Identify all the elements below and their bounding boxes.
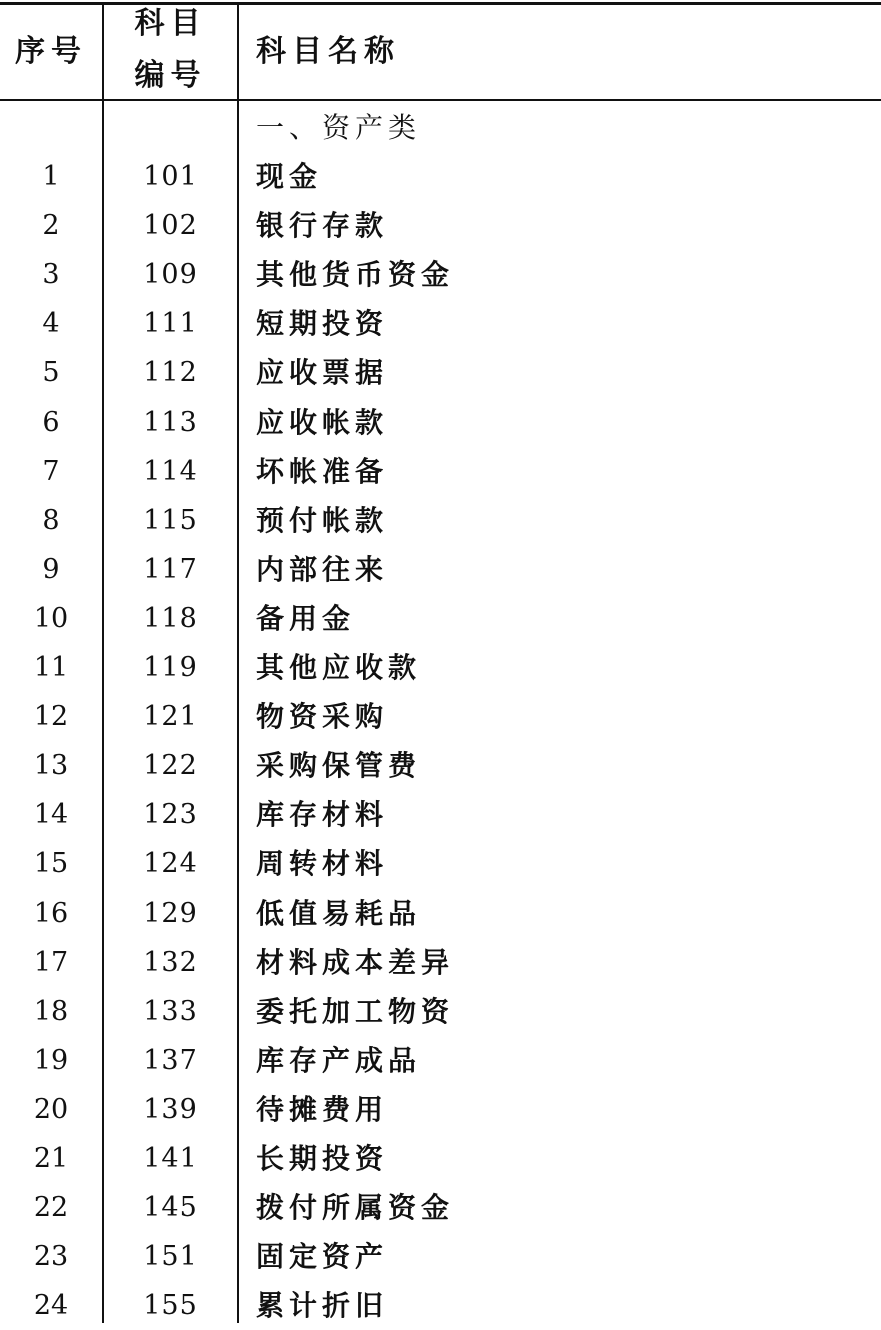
row-code: 109 xyxy=(143,259,198,291)
row-name: 待摊费用 xyxy=(256,1092,389,1126)
row-seq: 11 xyxy=(33,652,69,684)
header-name: 科目名称 xyxy=(256,34,400,69)
table-row xyxy=(0,447,881,496)
row-name: 内部往来 xyxy=(256,552,389,586)
row-seq: 5 xyxy=(42,357,60,389)
table-row xyxy=(0,1134,881,1183)
row-name: 预付帐款 xyxy=(256,503,389,537)
row-name: 应收票据 xyxy=(256,356,389,390)
table-row xyxy=(0,938,881,987)
table-row xyxy=(0,987,881,1036)
table-row xyxy=(0,594,881,643)
row-name: 银行存款 xyxy=(256,209,389,243)
table-row xyxy=(0,643,881,692)
row-seq: 23 xyxy=(33,1241,69,1273)
table-row xyxy=(0,889,881,938)
table-row xyxy=(0,348,881,397)
row-seq: 22 xyxy=(33,1192,69,1224)
category-row xyxy=(0,103,881,152)
row-code: 155 xyxy=(143,1290,198,1322)
row-seq: 10 xyxy=(33,602,69,634)
row-name: 其他应收款 xyxy=(256,651,422,685)
row-code: 111 xyxy=(143,308,198,340)
row-code: 151 xyxy=(143,1241,198,1273)
header-code-line2: 编号 xyxy=(134,58,207,93)
row-code: 115 xyxy=(143,504,198,536)
row-seq: 17 xyxy=(33,946,69,978)
table-row xyxy=(0,1085,881,1134)
table-row xyxy=(0,250,881,299)
row-seq: 18 xyxy=(33,995,69,1027)
row-name: 低值易耗品 xyxy=(256,896,422,930)
row-name: 备用金 xyxy=(256,601,356,635)
category-label: 一、资产类 xyxy=(256,111,422,144)
row-seq: 4 xyxy=(42,308,60,340)
row-code: 113 xyxy=(143,406,198,438)
row-seq: 7 xyxy=(42,455,60,487)
row-name: 拨付所属资金 xyxy=(256,1191,455,1225)
row-code: 124 xyxy=(143,848,198,880)
row-code: 122 xyxy=(143,750,198,782)
row-name: 委托加工物资 xyxy=(256,994,455,1028)
row-name: 固定资产 xyxy=(256,1240,389,1274)
row-code: 112 xyxy=(143,357,198,389)
row-seq: 3 xyxy=(42,259,60,291)
table-row xyxy=(0,201,881,250)
row-name: 其他货币资金 xyxy=(256,258,455,292)
row-name: 周转材料 xyxy=(256,847,389,881)
table-row xyxy=(0,790,881,839)
row-seq: 8 xyxy=(42,504,60,536)
table-body xyxy=(0,103,881,1330)
table-row xyxy=(0,1036,881,1085)
row-seq: 1 xyxy=(42,161,60,193)
row-name: 物资采购 xyxy=(256,700,389,734)
header-seq: 序号 xyxy=(15,34,87,69)
header-code-line1: 科目 xyxy=(134,6,207,41)
row-code: 114 xyxy=(143,455,198,487)
row-seq: 12 xyxy=(33,701,69,733)
row-code: 117 xyxy=(143,553,198,585)
row-seq: 6 xyxy=(42,406,60,438)
row-seq: 20 xyxy=(33,1093,69,1125)
row-code: 121 xyxy=(143,701,198,733)
table-row xyxy=(0,299,881,348)
row-name: 库存产成品 xyxy=(256,1043,422,1077)
row-code: 101 xyxy=(143,161,198,193)
table-row xyxy=(0,692,881,741)
row-name: 短期投资 xyxy=(256,307,389,341)
row-code: 132 xyxy=(143,946,198,978)
row-seq: 16 xyxy=(33,897,69,929)
table-row xyxy=(0,496,881,545)
table-row xyxy=(0,545,881,594)
row-code: 118 xyxy=(143,602,198,634)
header-bottom-rule xyxy=(0,99,881,101)
row-name: 应收帐款 xyxy=(256,405,389,439)
row-seq: 21 xyxy=(33,1142,69,1174)
row-code: 141 xyxy=(143,1142,198,1174)
row-seq: 24 xyxy=(33,1290,69,1322)
row-name: 长期投资 xyxy=(256,1141,389,1175)
table-row xyxy=(0,741,881,790)
table-row xyxy=(0,1232,881,1281)
row-code: 145 xyxy=(143,1192,198,1224)
row-seq: 15 xyxy=(33,848,69,880)
row-name: 材料成本差异 xyxy=(256,945,455,979)
row-name: 库存材料 xyxy=(256,798,389,832)
row-code: 123 xyxy=(143,799,198,831)
row-code: 139 xyxy=(143,1093,198,1125)
table-row xyxy=(0,1183,881,1232)
table-rows xyxy=(0,152,881,1330)
row-name: 累计折旧 xyxy=(256,1289,389,1323)
row-code: 119 xyxy=(143,652,198,684)
table-row xyxy=(0,398,881,447)
row-seq: 9 xyxy=(42,553,60,585)
row-seq: 2 xyxy=(42,210,60,242)
row-code: 133 xyxy=(143,995,198,1027)
row-name: 现金 xyxy=(256,160,323,194)
table-row xyxy=(0,152,881,201)
row-code: 129 xyxy=(143,897,198,929)
row-name: 采购保管费 xyxy=(256,749,422,783)
row-code: 137 xyxy=(143,1044,198,1076)
row-name: 坏帐准备 xyxy=(256,454,389,488)
row-code: 102 xyxy=(143,210,198,242)
row-seq: 13 xyxy=(33,750,69,782)
table-row xyxy=(0,839,881,888)
row-seq: 19 xyxy=(33,1044,69,1076)
row-seq: 14 xyxy=(33,799,69,831)
